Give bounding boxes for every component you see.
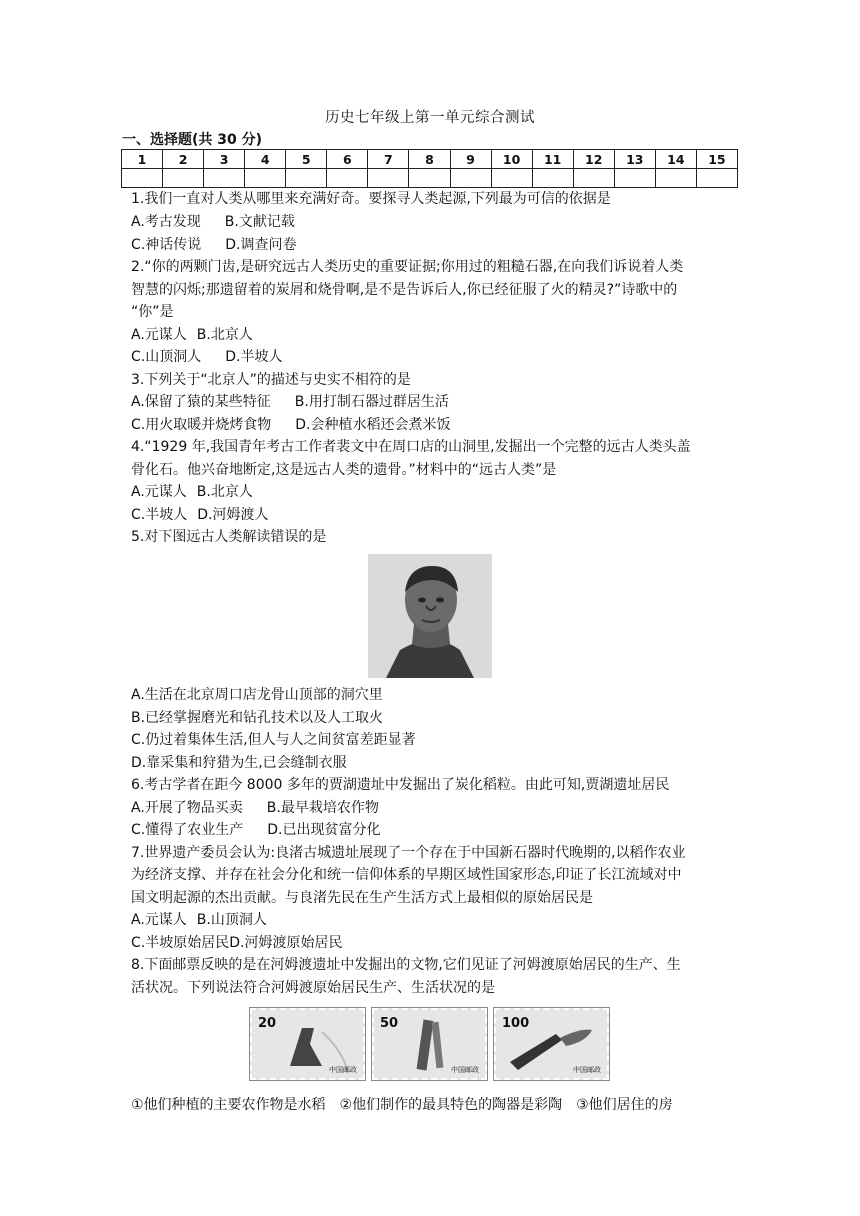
option[interactable]: C.半坡人: [131, 507, 188, 523]
answer-cell[interactable]: [327, 169, 368, 188]
question-7-options-row-1: [131, 909, 267, 932]
answer-number: 15: [696, 150, 737, 169]
question-5-option[interactable]: C.仍过着集体生活,但人与人之间贫富差距显著: [131, 732, 416, 748]
question-5-stem: 5.对下图远古人类解读错误的是: [131, 529, 327, 545]
option[interactable]: D.河姆渡原始居民: [229, 935, 343, 951]
option[interactable]: C.懂得了农业生产: [131, 822, 244, 838]
question-8-stem-line: 活状况。下列说法符合河姆渡原始居民生产、生活状况的是: [131, 980, 495, 996]
option[interactable]: D.已出现贫富分化: [267, 822, 381, 838]
answer-cell[interactable]: [491, 169, 532, 188]
answer-number: 12: [573, 150, 614, 169]
question-6-options-row-1: [131, 797, 379, 820]
option[interactable]: C.神话传说: [131, 237, 202, 253]
question-4-options-row-2: [131, 504, 268, 527]
bust-icon: [368, 554, 492, 678]
stamp-country: 中国邮政: [329, 1066, 357, 1074]
question-4-stem-line: 骨化石。他兴奋地断定,这是远古人类的遗骨。”材料中的“远古人类”是: [131, 462, 557, 478]
stamp-1: [250, 1008, 365, 1080]
question-2-options-row-2: [131, 346, 282, 369]
option[interactable]: D.半坡人: [225, 349, 283, 365]
answer-cell[interactable]: [450, 169, 491, 188]
stamp-2: [372, 1008, 487, 1080]
question-1-stem: 1.我们一直对人类从哪里来充满好奇。要探寻人类起源,下列最为可信的依据是: [131, 191, 611, 207]
answer-number: 14: [655, 150, 696, 169]
stamp-value: 20: [258, 1016, 277, 1031]
question-3-options-row-1: [131, 391, 449, 414]
stamps-image: [250, 1008, 610, 1082]
option[interactable]: C.山顶洞人: [131, 349, 202, 365]
question-1-options-row-1: [131, 211, 295, 234]
stamp-country: 中国邮政: [573, 1066, 601, 1074]
option[interactable]: A.开展了物品买卖: [131, 800, 243, 816]
answer-cell[interactable]: [286, 169, 327, 188]
question-3-options-row-2: [131, 414, 450, 437]
question-4-options-row-1: [131, 481, 253, 504]
question-5-option[interactable]: A.生活在北京周口店龙骨山顶部的洞穴里: [131, 687, 383, 703]
question-7-stem-line: 7.世界遗产委员会认为:良渚古城遗址展现了一个存在于中国新石器时代晚期的,以稻作农业: [131, 845, 686, 861]
answer-cell[interactable]: [368, 169, 409, 188]
question-7-stem-line: 国文明起源的杰出贡献。与良渚先民在生产生活方式上最相似的原始居民是: [131, 890, 593, 906]
option[interactable]: C.用火取暖并烧烤食物: [131, 417, 272, 433]
question-5-option[interactable]: D.靠采集和狩猎为生,已会缝制衣服: [131, 755, 347, 771]
answer-cell[interactable]: [532, 169, 573, 188]
stamp-3: [494, 1008, 609, 1080]
answer-cell[interactable]: [655, 169, 696, 188]
answer-cell[interactable]: [409, 169, 450, 188]
option[interactable]: B.北京人: [196, 327, 253, 343]
question-3-stem: 3.下列关于“北京人”的描述与史实不相符的是: [131, 372, 411, 388]
question-6-options-row-2: [131, 819, 380, 842]
option[interactable]: D.会种植水稻还会煮米饭: [295, 417, 451, 433]
answer-number: 8: [409, 150, 450, 169]
option[interactable]: A.考古发现: [131, 214, 201, 230]
question-8-statements: ①他们种植的主要农作物是水稻 ②他们制作的最具特色的陶器是彩陶 ③他们居住的房: [131, 1097, 673, 1113]
answer-number: 2: [163, 150, 204, 169]
answer-number: 9: [450, 150, 491, 169]
option[interactable]: A.保留了猿的某些特征: [131, 394, 271, 410]
question-1-options-row-2: [131, 234, 296, 257]
question-2-options-row-1: [131, 324, 253, 347]
answer-number: 3: [204, 150, 245, 169]
question-8-stem-line: 8.下面邮票反映的是在河姆渡遗址中发掘出的文物,它们见证了河姆渡原始居民的生产、生: [131, 957, 681, 973]
answer-number: 6: [327, 150, 368, 169]
answer-table: [121, 149, 738, 188]
question-2-stem-line: 智慧的闪烁;那遗留着的炭屑和烧骨啊,是不是告诉后人,你已经征服了火的精灵?”诗歌中的: [131, 282, 678, 298]
answer-cell[interactable]: [696, 169, 737, 188]
question-5-option[interactable]: B.已经掌握磨光和钻孔技术以及人工取火: [131, 710, 384, 726]
question-7-options-row-2: [131, 932, 342, 955]
answer-number: 7: [368, 150, 409, 169]
question-2-stem-line: “你”是: [131, 304, 174, 320]
answer-cell[interactable]: [573, 169, 614, 188]
option[interactable]: B.文献记载: [224, 214, 295, 230]
page-title: 历史七年级上第一单元综合测试: [325, 110, 535, 126]
option[interactable]: B.最早栽培农作物: [266, 800, 379, 816]
option[interactable]: D.河姆渡人: [197, 507, 269, 523]
answer-cell[interactable]: [204, 169, 245, 188]
question-2-stem-line: 2.“你的两颗门齿,是研究远古人类历史的重要证据;你用过的粗糙石器,在向我们诉说着人类: [131, 259, 684, 275]
option[interactable]: D.调查问卷: [225, 237, 297, 253]
answer-number: 4: [245, 150, 286, 169]
answer-cell[interactable]: [163, 169, 204, 188]
answer-cell[interactable]: [614, 169, 655, 188]
answer-number-row: [122, 150, 738, 169]
ancient-human-bust-image: [368, 554, 492, 678]
answer-number: 1: [122, 150, 163, 169]
answer-cell[interactable]: [122, 169, 163, 188]
section-heading: 一、选择题(共 30 分): [122, 132, 263, 148]
answer-number: 10: [491, 150, 532, 169]
stamp-value: 100: [502, 1016, 530, 1031]
answer-cell[interactable]: [245, 169, 286, 188]
answer-number: 11: [532, 150, 573, 169]
answer-number: 13: [614, 150, 655, 169]
question-6-stem: 6.考古学者在距今 8000 多年的贾湖遗址中发掘出了炭化稻粒。由此可知,贾湖遗址居民: [131, 777, 670, 793]
option[interactable]: B.北京人: [196, 484, 253, 500]
option[interactable]: A.元谋人: [131, 484, 187, 500]
stamp-value: 50: [380, 1016, 399, 1031]
option[interactable]: C.半坡原始居民: [131, 935, 230, 951]
option[interactable]: B.山顶洞人: [196, 912, 267, 928]
answer-number: 5: [286, 150, 327, 169]
answer-blank-row: [122, 169, 738, 188]
option[interactable]: B.用打制石器过群居生活: [294, 394, 449, 410]
question-4-stem-line: 4.“1929 年,我国青年考古工作者裴文中在周口店的山洞里,发掘出一个完整的远古人类头盖: [131, 439, 691, 455]
question-7-stem-line: 为经济支撑、并存在社会分化和统一信仰体系的早期区域性国家形态,印证了长江流域对中: [131, 867, 682, 883]
option[interactable]: A.元谋人: [131, 327, 187, 343]
stamp-country: 中国邮政: [451, 1066, 479, 1074]
option[interactable]: A.元谋人: [131, 912, 187, 928]
